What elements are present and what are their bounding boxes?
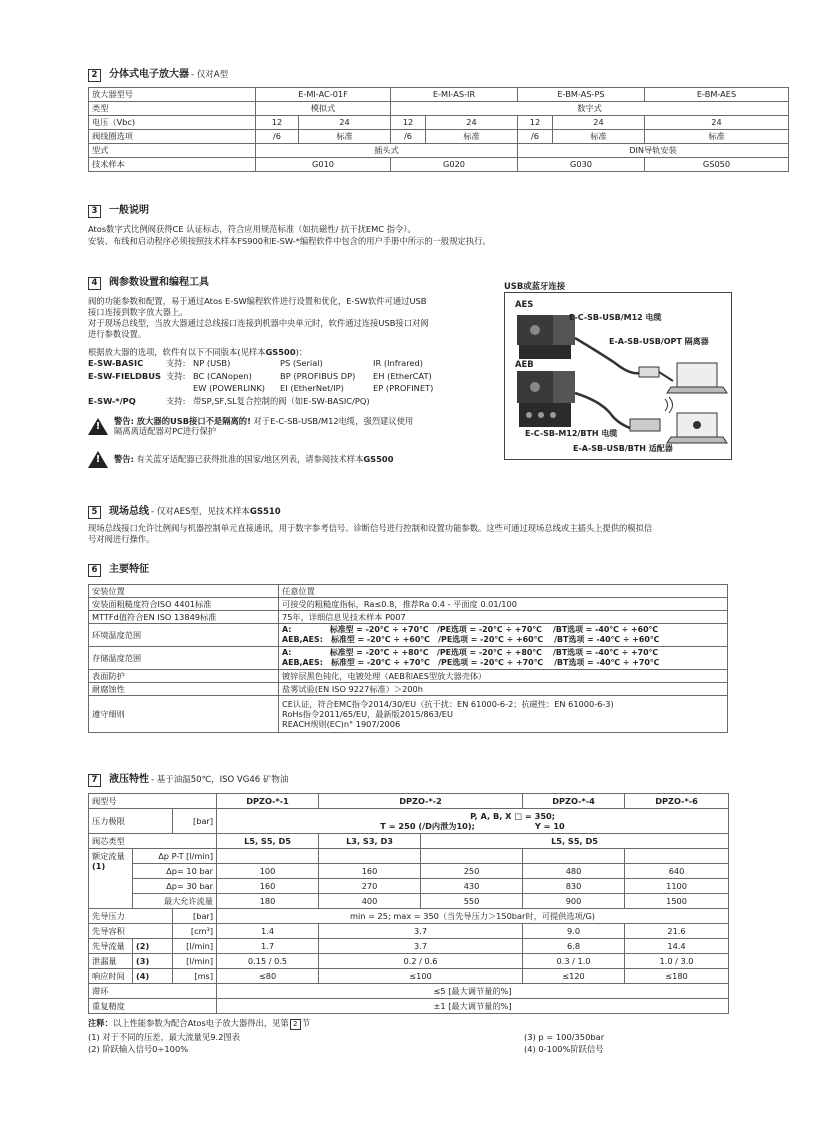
section-number: 7 xyxy=(88,774,101,787)
section-7-header xyxy=(88,773,728,787)
text-cell: E-BM-AES xyxy=(645,88,789,102)
text-cell: CE认证，符合EMC指令2014/30/EU（抗干扰：EN 61000-6-2；抗磁性：EN 61000-6-3) xyxy=(282,698,614,709)
text-cell: 注释： xyxy=(88,1018,113,1028)
section-title: 液压特性 xyxy=(109,773,149,785)
table-row xyxy=(89,909,729,924)
text-cell: ≤5 [最大调节量的%] xyxy=(217,984,729,999)
section-subtitle xyxy=(151,507,281,518)
section-title: 分体式电子放大器 xyxy=(109,68,189,80)
text-cell: Δp P-T [l/min] xyxy=(133,849,217,864)
text-cell: 有关蓝牙适配器已获得批准的国家/地区列表，请参阅技术样本 xyxy=(133,454,364,465)
text-cell: Δp= 30 bar xyxy=(133,879,217,894)
text-cell: GS500 xyxy=(265,347,296,357)
text-cell: 响应时间 xyxy=(89,969,133,984)
text-cell: 160 xyxy=(319,864,421,879)
paragraph: 安装、布线和启动程序必须按照技术样本FS900和E-SW-*编程软件中包含的用户手册中所示的一般规定执行。 xyxy=(88,236,491,246)
text-cell: 6.8 xyxy=(523,939,625,954)
text-cell: ≤80 xyxy=(217,969,319,984)
text-cell: [ms] xyxy=(173,969,217,984)
text-cell: [cm³] xyxy=(173,924,217,939)
table-row xyxy=(89,879,729,894)
text-cell: G020 xyxy=(391,158,518,172)
text-cell: (2) xyxy=(133,939,173,954)
text-cell: A: 标准型 = -20℃ ÷ +80℃ /PE选项 = -20℃ ÷ +80℃ /BT选项 = -40℃ ÷ +70℃ xyxy=(282,648,659,658)
connection-box-title: USB或蓝牙连接 xyxy=(504,281,566,291)
text-cell: [bar] xyxy=(173,809,217,834)
text-cell: PS (Serial) xyxy=(280,358,323,368)
text-cell: 数字式 xyxy=(391,102,789,116)
text-cell: 支持: xyxy=(166,396,186,406)
text-cell: EW (POWERLINK) xyxy=(193,383,266,393)
text-cell: (1) xyxy=(92,861,106,872)
section-title: 一般说明 xyxy=(109,204,149,216)
text-cell: 压力极限 xyxy=(89,809,173,834)
warning-usb xyxy=(88,416,498,437)
table-row xyxy=(89,598,728,611)
text-cell: 12 xyxy=(391,116,426,130)
text-cell: 警告: xyxy=(114,454,134,465)
text-cell: T = 250 (/D内泄为10); xyxy=(380,821,475,831)
text-cell: 9.0 xyxy=(523,924,625,939)
warning-icon: ! xyxy=(88,451,108,468)
text-cell: BC (CANopen) xyxy=(193,371,252,381)
text-cell: 模拟式 xyxy=(256,102,391,116)
text-cell: 1500 xyxy=(625,894,729,909)
table-row xyxy=(89,670,728,683)
text-cell: 640 xyxy=(625,864,729,879)
section-3 xyxy=(88,204,728,247)
text-cell: DPZO-*-1 xyxy=(217,794,319,809)
text-cell: (3) xyxy=(133,954,173,969)
text-cell: L5, S5, D5 xyxy=(421,834,729,849)
text-cell: E-MI-AC-01F xyxy=(256,88,391,102)
section-number: 5 xyxy=(88,506,101,519)
text-cell: L5, S5, D5 xyxy=(217,834,319,849)
text-cell: Y = 10 xyxy=(534,821,565,831)
text-cell: 可接受的粗糙度指标，Ra≤0.8，推荐Ra 0.4 - 平面度 0.01/100 xyxy=(279,598,728,611)
table-row xyxy=(89,88,789,102)
text-cell: 先导容积 xyxy=(89,924,173,939)
table-row xyxy=(89,696,728,733)
text-cell: G010 xyxy=(256,158,391,172)
text-cell: 标准 xyxy=(645,130,789,144)
table-row xyxy=(89,969,729,984)
text-cell: 24 xyxy=(645,116,789,130)
text-cell: 830 xyxy=(523,879,625,894)
text-cell: DPZO-*-6 xyxy=(625,794,729,809)
text-cell: 隔离离适配器对PC进行保护 xyxy=(114,426,217,437)
text-cell: MTTFd值符合EN ISO 13849标准 xyxy=(89,611,279,624)
text-cell: 0.3 / 1.0 xyxy=(523,954,625,969)
text-cell: EP (PROFINET) xyxy=(373,383,434,393)
text-cell: 带SP,SF,SL复合控制的阀（如E-SW-BASIC/PQ) xyxy=(193,396,370,406)
text-cell: 阀线圈选项 xyxy=(89,130,256,144)
software-versions xyxy=(88,358,498,410)
text-cell: 对于E-C-SB-USB/M12电缆，强烈建议使用 xyxy=(250,416,414,426)
text-cell: E-BM-AS-PS xyxy=(518,88,645,102)
section-3-header xyxy=(88,204,728,218)
table-row xyxy=(89,924,729,939)
text-cell: 1100 xyxy=(625,879,729,894)
table-row xyxy=(89,894,729,909)
text-cell: /6 xyxy=(518,130,553,144)
text-cell: (4) 0-100%阶跃信号 xyxy=(524,1044,604,1054)
aes-label: AES xyxy=(515,299,534,309)
section-number: 3 xyxy=(88,205,101,218)
text-cell: 100 xyxy=(217,864,319,879)
text-cell: E-SW-*/PQ xyxy=(88,396,136,406)
text-cell: 镀锌层黑色钝化，电镀处理（AEB和AES型放大器壳体） xyxy=(279,670,728,683)
text-cell: GS510 xyxy=(249,506,281,517)
text-cell: L3, S3, D3 xyxy=(319,834,421,849)
isolator-label: E-A-SB-USB/OPT 隔离器 xyxy=(609,337,709,346)
paragraph: 接口连接到数字放大器上。 xyxy=(88,307,188,317)
table-row xyxy=(89,611,728,624)
text-cell: 安装位置 xyxy=(89,585,279,598)
text-cell: - 仅对AES型，见技术样本 xyxy=(151,506,250,517)
table-row xyxy=(89,954,729,969)
bth-adapter-label: E-A-SB-USB/BTH 适配器 xyxy=(573,444,673,453)
text-cell: 21.6 xyxy=(625,924,729,939)
text-cell: 泄漏量 xyxy=(89,954,133,969)
text-cell: 以上性能参数为配合Atos电子放大器得出，见第 xyxy=(112,1018,289,1028)
text-cell: RoHs指令2011/65/EU，最新版2015/863/EU xyxy=(282,708,453,719)
text-cell: 盐雾试验(EN ISO 9227标准）＞200h xyxy=(279,683,728,696)
text-cell: (4) xyxy=(133,969,173,984)
text-cell: (2) 阶跃输入信号0÷100% xyxy=(88,1044,189,1054)
text-cell: 900 xyxy=(523,894,625,909)
section-5-header xyxy=(88,505,728,519)
paragraph: 号对阀进行操作。 xyxy=(88,534,155,544)
section-number: 2 xyxy=(88,69,101,82)
table-row xyxy=(89,585,728,598)
text-cell: 阀芯类型 xyxy=(89,834,217,849)
section-title: 主要特征 xyxy=(109,563,149,575)
table-row xyxy=(89,102,789,116)
text-cell: DPZO-*-2 xyxy=(319,794,523,809)
text-cell: IR (Infrared) xyxy=(373,358,424,368)
text-cell: 型式 xyxy=(89,144,256,158)
aeb-label: AEB xyxy=(515,359,534,369)
text-cell: 表面防护 xyxy=(89,670,279,683)
section-subtitle: - 仅对A型 xyxy=(191,69,229,80)
hydraulic-table xyxy=(88,793,729,1014)
section-4-header xyxy=(88,276,498,290)
text-cell: 任意位置 xyxy=(279,585,728,598)
table-row xyxy=(89,683,728,696)
section-number: 6 xyxy=(88,564,101,577)
text-cell: 存储温度范围 xyxy=(89,647,279,670)
text-cell: 400 xyxy=(319,894,421,909)
text-cell: ≤100 xyxy=(319,969,523,984)
text-cell: 2 xyxy=(290,1019,301,1030)
text-cell: 支持: xyxy=(166,371,186,381)
text-cell: 550 xyxy=(421,894,523,909)
text-cell: 标准 xyxy=(553,130,645,144)
text-cell: 节 xyxy=(301,1018,311,1028)
text-cell: 插头式 xyxy=(256,144,518,158)
table-row xyxy=(89,849,729,864)
text-cell: 安装面粗糙度符合ISO 4401标准 xyxy=(89,598,279,611)
section-2 xyxy=(88,68,737,172)
text-cell: GS500 xyxy=(363,454,394,465)
text-cell: 类型 xyxy=(89,102,256,116)
text-cell: ≤120 xyxy=(523,969,625,984)
text-cell: /6 xyxy=(391,130,426,144)
text-cell: 标准 xyxy=(426,130,518,144)
text-cell: 1.7 xyxy=(217,939,319,954)
section-4 xyxy=(88,276,498,468)
cable-label: E-C-SB-USB/M12 电缆 xyxy=(569,313,662,322)
text-cell: A: 标准型 = -20℃ ÷ +70℃ /PE选项 = -20℃ ÷ +70℃ /BT选项 = -40℃ ÷ +60℃ xyxy=(282,625,659,635)
text-cell: 0.2 / 0.6 xyxy=(319,954,523,969)
table-row xyxy=(89,984,729,999)
text-cell: 24 xyxy=(553,116,645,130)
paragraph: 对于现场总线型，当放大器通过总线接口连接到机器中央单元时，软件通过连接USB接口对阀 xyxy=(88,318,429,328)
text-cell: [l/min] xyxy=(173,954,217,969)
table-row xyxy=(89,144,789,158)
connection-diagram xyxy=(504,292,732,460)
paragraph: Atos数字式比例阀获得CE 认证标志，符合应用规范标准（如抗磁性/ 抗干扰EMC 指令）。 xyxy=(88,224,416,234)
text-cell: REACH规则(EC)n° 1907/2006 xyxy=(282,719,401,730)
text-cell: 24 xyxy=(426,116,518,130)
text-cell: 额定流量 xyxy=(92,851,125,861)
text-cell: [l/min] xyxy=(173,939,217,954)
text-cell: 放大器型号 xyxy=(89,88,256,102)
text-cell: 标准 xyxy=(299,130,391,144)
section-number: 4 xyxy=(88,277,101,290)
section-subtitle: - 基于油温50℃，ISO VG46 矿物油 xyxy=(151,774,289,785)
paragraph: 进行参数设置。 xyxy=(88,329,147,339)
text-cell: 160 xyxy=(217,879,319,894)
table-row xyxy=(89,794,729,809)
text-cell: G030 xyxy=(518,158,645,172)
text-cell: 耐腐蚀性 xyxy=(89,683,279,696)
bth-cable-label: E-C-SB-M12/BTH 电缆 xyxy=(525,429,618,438)
text-cell: 支持: xyxy=(166,358,186,368)
text-cell: EI (EtherNet/IP) xyxy=(280,383,344,393)
text-cell: 24 xyxy=(299,116,391,130)
text-cell: 3.7 xyxy=(319,939,523,954)
table-row xyxy=(89,834,729,849)
text-cell: P, A, B, X □ = 350; xyxy=(470,810,555,821)
text-cell: 250 xyxy=(421,864,523,879)
text-cell: 12 xyxy=(518,116,553,130)
text-cell: 0.15 / 0.5 xyxy=(217,954,319,969)
text-cell: min = 25; max = 350（当先导压力＞150bar时，可提供选项/G) xyxy=(217,909,729,924)
text-cell: ±1 [最大调节量的%] xyxy=(217,999,729,1014)
text-cell: (1) 对于不同的压差，最大流量见9.2图表 xyxy=(88,1032,241,1042)
text-cell: 1.0 / 3.0 xyxy=(625,954,729,969)
text-cell: GS050 xyxy=(645,158,789,172)
text-cell: 3.7 xyxy=(319,924,523,939)
text-cell: 电压（Vbc) xyxy=(89,116,256,130)
text-cell: 先导流量 xyxy=(89,939,133,954)
warning-icon: ! xyxy=(88,418,108,435)
table-row xyxy=(89,809,729,834)
text-cell: 270 xyxy=(319,879,421,894)
table-row xyxy=(89,647,728,670)
text-cell: 重复精度 xyxy=(89,999,217,1014)
paragraph: 现场总线接口允许比例阀与机器控制单元直接通讯，用于数字参考信号、诊断信号进行控制和设置功能参数。这些可通过现场总线或主插头上提供的模拟信 xyxy=(88,523,653,533)
text-cell: 最大允许流量 xyxy=(133,894,217,909)
table-note xyxy=(88,1017,728,1030)
text-cell: (3) p = 100/350bar xyxy=(524,1032,605,1042)
text-cell: DPZO-*-4 xyxy=(523,794,625,809)
amplifier-table xyxy=(88,87,789,172)
text-cell: /6 xyxy=(256,130,299,144)
text-cell: 75年，详细信息见技术样本 P007 xyxy=(279,611,728,624)
text-cell: ≤180 xyxy=(625,969,729,984)
section-2-header xyxy=(88,68,728,82)
footnotes xyxy=(88,1032,728,1058)
table-row xyxy=(89,624,728,647)
table-row xyxy=(89,158,789,172)
text-cell: AEB,AES: 标准型 = -20℃ ÷ +70℃ /PE选项 = -20℃ ÷ +70℃ /BT选项 = -40℃ ÷ +70℃ xyxy=(282,658,660,667)
text-cell: E-SW-BASIC xyxy=(88,358,144,368)
text-cell: 14.4 xyxy=(625,939,729,954)
text-cell: 警告: 放大器的USB接口不是隔离的! xyxy=(114,416,251,426)
features-table xyxy=(88,584,728,733)
table-row xyxy=(89,864,729,879)
text-cell: 环境温度范围 xyxy=(89,624,279,647)
section-title: 阀参数设置和编程工具 xyxy=(109,276,209,288)
text-cell: EH (EtherCAT) xyxy=(373,371,432,381)
table-row xyxy=(89,130,789,144)
text-cell: AEB,AES: 标准型 = -20℃ ÷ +60℃ /PE选项 = -20℃ ÷ +60℃ /BT选项 = -40℃ ÷ +60℃ xyxy=(282,635,660,644)
section-6 xyxy=(88,563,728,733)
text-cell: 先导压力 xyxy=(89,909,173,924)
text-cell: NP (USB) xyxy=(193,358,231,368)
table-row xyxy=(89,939,729,954)
text-cell: 滞环 xyxy=(89,984,217,999)
text-cell: 技术样本 xyxy=(89,158,256,172)
text-cell: 180 xyxy=(217,894,319,909)
paragraph: 阀的功能参数和配置，易于通过Atos E-SW编程软件进行设置和优化，E-SW软件可通过USB xyxy=(88,296,427,306)
text-cell: DIN导轨安装 xyxy=(518,144,789,158)
table-row xyxy=(89,999,729,1014)
warning-bluetooth xyxy=(88,451,498,468)
section-title: 现场总线 xyxy=(109,505,149,517)
text-cell: 遵守细则 xyxy=(89,696,279,733)
text-cell: 根据放大器的选项，软件有以下不同版本(见样本 xyxy=(88,347,266,357)
text-cell: 1.4 xyxy=(217,924,319,939)
section-5 xyxy=(88,505,728,545)
text-cell: )： xyxy=(295,347,308,357)
text-cell: 12 xyxy=(256,116,299,130)
text-cell: E-SW-FIELDBUS xyxy=(88,371,161,381)
text-cell: 480 xyxy=(523,864,625,879)
text-cell: Δp= 10 bar xyxy=(133,864,217,879)
text-cell: [bar] xyxy=(173,909,217,924)
text-cell: E-MI-AS-IR xyxy=(391,88,518,102)
text-cell: 阀型号 xyxy=(89,794,217,809)
text-cell: 430 xyxy=(421,879,523,894)
table-row xyxy=(89,116,789,130)
text-cell: BP (PROFIBUS DP) xyxy=(280,371,356,381)
software-lead xyxy=(88,346,498,358)
section-7 xyxy=(88,773,728,1058)
section-6-header xyxy=(88,563,728,577)
